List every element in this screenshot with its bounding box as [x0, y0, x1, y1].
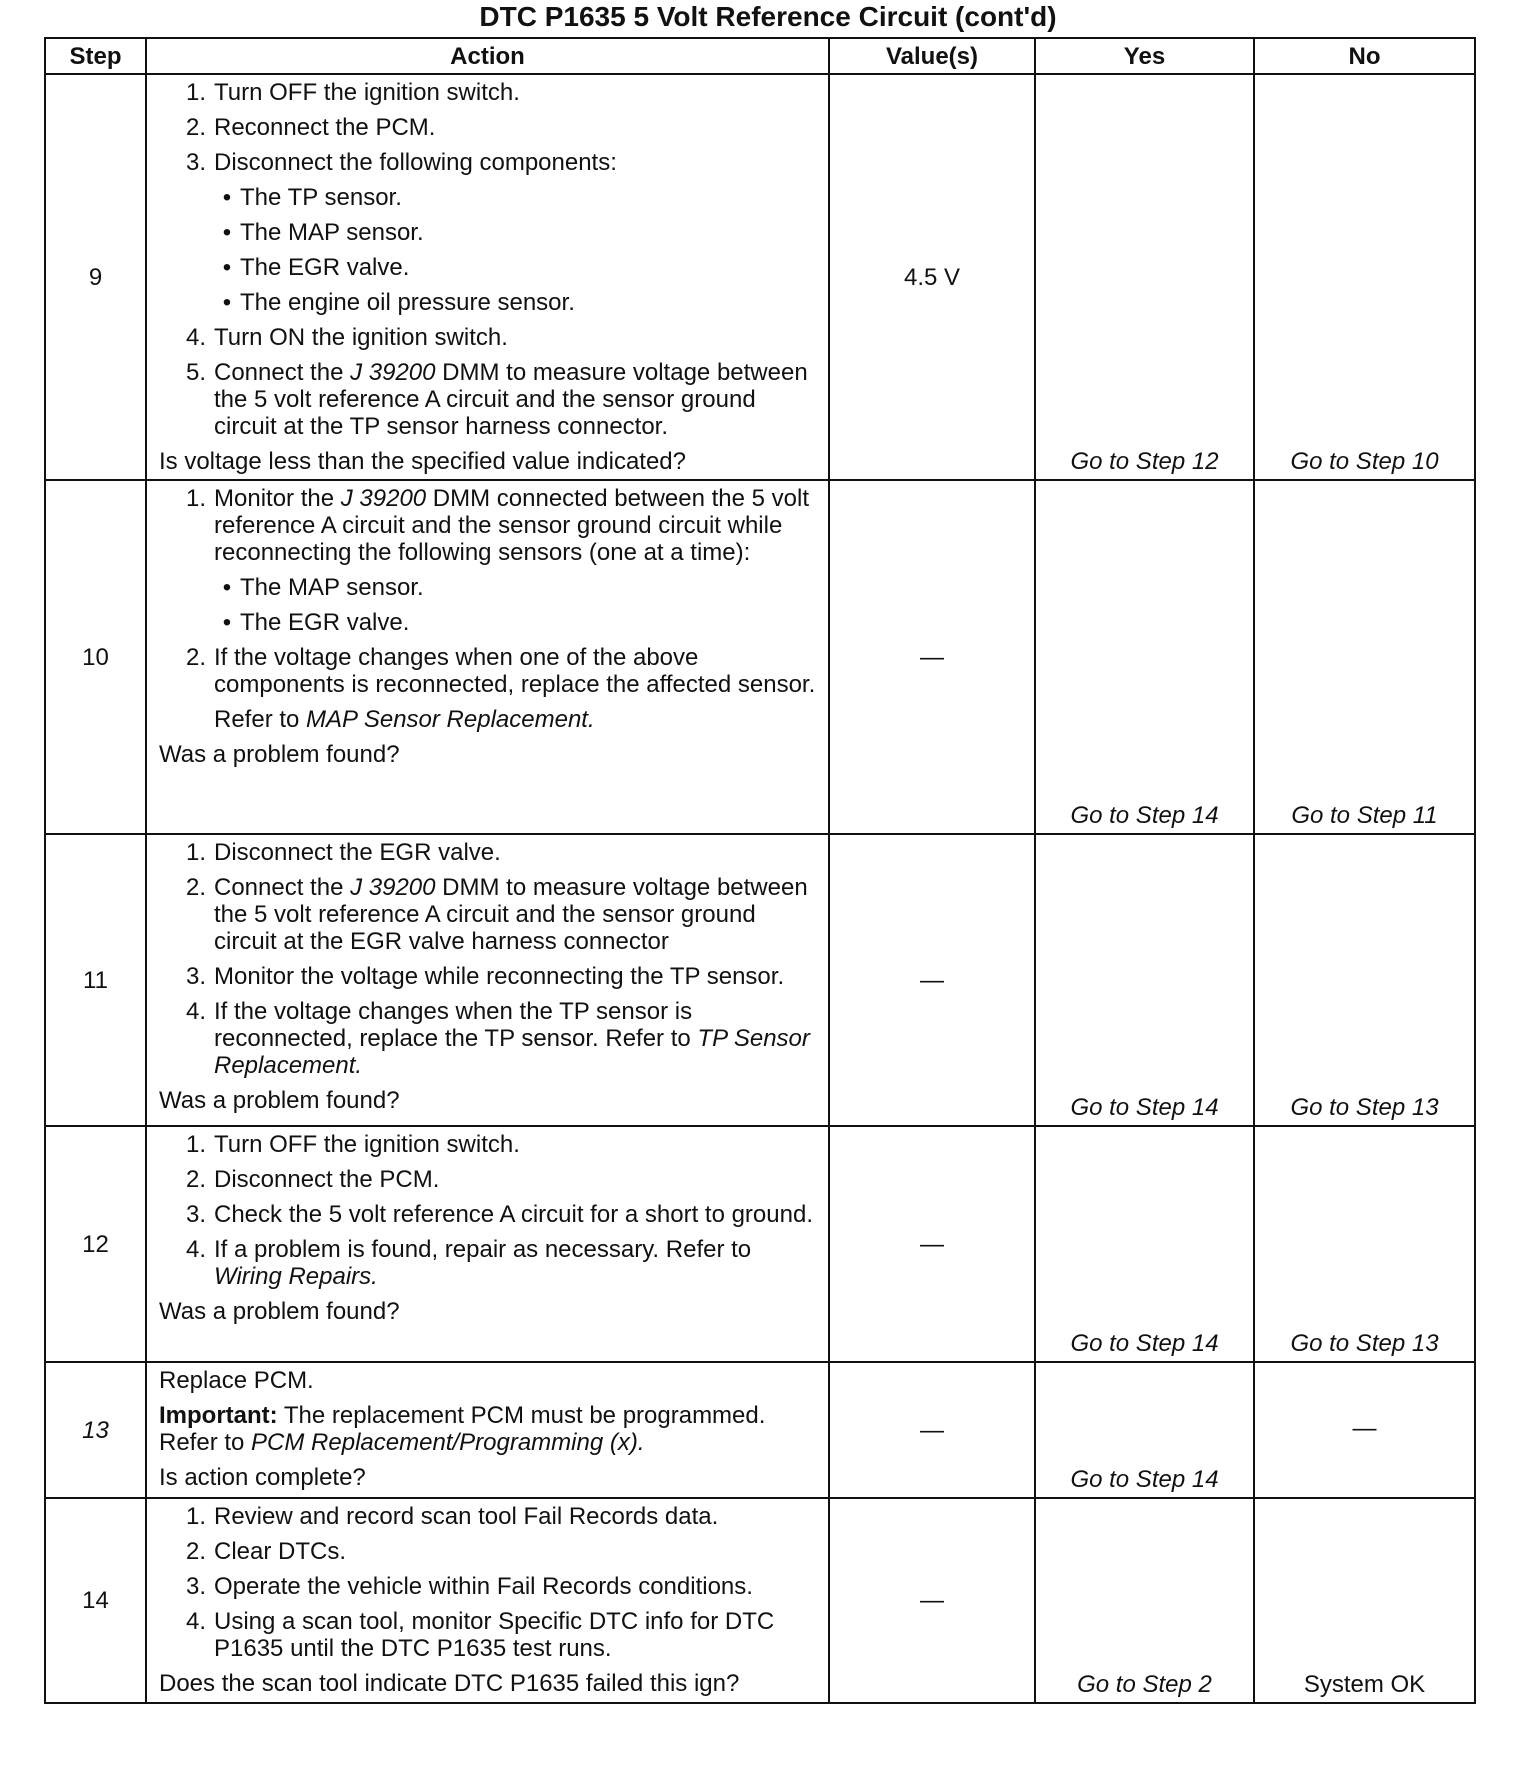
list-item: 2. Connect the J 39200 DMM to measure voltage between the 5 volt reference A circuit and the sensor ground circuit at the EGR valve harness connector [185, 874, 808, 955]
no-cell: Go to Step 13 [1254, 1126, 1475, 1362]
action-cell [146, 834, 829, 1126]
yes-cell: Go to Step 14 [1035, 1126, 1254, 1362]
list-item: 3. Check the 5 volt reference A circuit for a short to ground. [185, 1201, 813, 1228]
yes-cell: Go to Step 14 [1035, 834, 1254, 1126]
step-number: 10 [45, 480, 146, 834]
question: Was a problem found? [159, 1087, 400, 1114]
no-cell: Go to Step 11 [1254, 480, 1475, 834]
value-cell: — [829, 1126, 1035, 1362]
action-cell [146, 1362, 829, 1498]
value-cell: 4.5 V [829, 74, 1035, 480]
step-number: 14 [45, 1498, 146, 1703]
table-row-step-10 [45, 480, 1475, 834]
action-cell [146, 1498, 829, 1703]
step-number: 11 [45, 834, 146, 1126]
tool-name: J 39200 [350, 359, 436, 386]
question: Is voltage less than the specified value indicated? [159, 448, 687, 475]
list-item: 5. Connect the J 39200 DMM to measure voltage between the 5 volt reference A circuit and the sensor ground circuit at the TP sensor harness connector. [185, 359, 808, 440]
question: Was a problem found? [159, 741, 400, 768]
no-cell: System OK [1254, 1498, 1475, 1703]
question: Does the scan tool indicate DTC P1635 failed this ign? [159, 1670, 740, 1697]
list-item: 1. Turn OFF the ignition switch. [185, 1131, 520, 1158]
bullet-item: • The MAP sensor. [222, 574, 424, 601]
yes-cell: Go to Step 12 [1035, 74, 1254, 480]
list-item: 1. Disconnect the EGR valve. [185, 839, 501, 866]
step-number: 12 [45, 1126, 146, 1362]
list-item: 1. Monitor the J 39200 DMM connected between the 5 volt reference A circuit and the sensor ground circuit while reconnecting the following sensors (one at a time): [185, 485, 810, 566]
header-action: Action [146, 38, 829, 74]
table-row-step-13 [45, 1362, 1475, 1498]
table-row-step-14 [45, 1498, 1475, 1703]
step-number: 13 [45, 1362, 146, 1498]
important-note: Important: The replacement PCM must be programmed. Refer to PCM Replacement/Programming (x). [159, 1402, 766, 1456]
reference-link[interactable]: TP Sensor Replacement. [214, 1025, 810, 1079]
list-item: 4. If the voltage changes when the TP sensor is reconnected, replace the TP sensor. Refer to TP Sensor Replacement. [185, 998, 810, 1079]
reference-link[interactable]: Wiring Repairs. [214, 1263, 378, 1290]
list-item: 3. Operate the vehicle within Fail Records conditions. [185, 1573, 753, 1600]
tool-name: J 39200 [340, 485, 427, 512]
yes-cell: Go to Step 14 [1035, 1362, 1254, 1498]
list-item: 2. Clear DTCs. [185, 1538, 347, 1565]
table-header-row [45, 38, 1475, 74]
step-number: 9 [45, 74, 146, 480]
value-cell: — [829, 834, 1035, 1126]
list-item: 3. Disconnect the following components: [185, 149, 617, 176]
action-cell [146, 480, 829, 834]
diagnostic-table [44, 37, 1476, 1704]
list-item: 1. Review and record scan tool Fail Records data. [185, 1503, 719, 1530]
list-item: 4. If a problem is found, repair as necessary. Refer to Wiring Repairs. [185, 1236, 752, 1290]
page-title: DTC P1635 5 Volt Reference Circuit (cont'd) [479, 1, 1057, 32]
table-row-step-9 [45, 74, 1475, 480]
question: Was a problem found? [159, 1298, 400, 1325]
header-step: Step [45, 38, 146, 74]
no-cell: — [1254, 1362, 1475, 1498]
list-item: 1. Turn OFF the ignition switch. [185, 79, 520, 106]
reference-link[interactable]: PCM Replacement/Programming (x). [251, 1429, 645, 1456]
table-row-step-12 [45, 1126, 1475, 1362]
question: Is action complete? [159, 1464, 366, 1491]
yes-cell: Go to Step 14 [1035, 480, 1254, 834]
reference-link[interactable]: MAP Sensor Replacement. [306, 706, 595, 733]
yes-cell: Go to Step 2 [1035, 1498, 1254, 1703]
bullet-item: • The TP sensor. [222, 184, 402, 211]
list-item: 3. Monitor the voltage while reconnecting the TP sensor. [185, 963, 785, 990]
action-cell [146, 74, 829, 480]
list-item: 4. Using a scan tool, monitor Specific DTC info for DTC P1635 until the DTC P1635 test runs. [185, 1608, 775, 1662]
bullet-item: • The MAP sensor. [222, 219, 424, 246]
bullet-item: • The engine oil pressure sensor. [222, 289, 575, 316]
value-cell: — [829, 480, 1035, 834]
list-item: 2. Reconnect the PCM. [185, 114, 436, 141]
header-no: No [1254, 38, 1475, 74]
tool-name: J 39200 [350, 874, 436, 901]
value-cell: — [829, 1362, 1035, 1498]
table-row-step-11 [45, 834, 1475, 1126]
bullet-item: • The EGR valve. [222, 609, 410, 636]
header-yes: Yes [1035, 38, 1254, 74]
instruction-text: Replace PCM. [159, 1367, 314, 1394]
reference-note: Refer to MAP Sensor Replacement. [214, 706, 595, 733]
list-item: 2. If the voltage changes when one of the above components is reconnected, replace the affected sensor. [185, 644, 816, 698]
list-item: 4. Turn ON the ignition switch. [185, 324, 508, 351]
no-cell: Go to Step 10 [1254, 74, 1475, 480]
action-cell [146, 1126, 829, 1362]
no-cell: Go to Step 13 [1254, 834, 1475, 1126]
list-item: 2. Disconnect the PCM. [185, 1166, 440, 1193]
header-values: Value(s) [829, 38, 1035, 74]
bullet-item: • The EGR valve. [222, 254, 410, 281]
value-cell: — [829, 1498, 1035, 1703]
